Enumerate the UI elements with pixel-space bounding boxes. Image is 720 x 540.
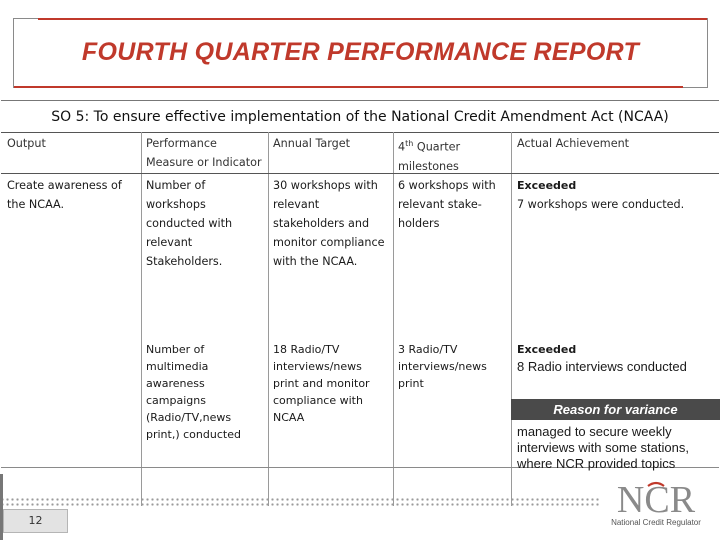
ncr-logo xyxy=(598,478,714,536)
reason-for-variance-label: Reason for variance xyxy=(511,399,720,420)
column-divider xyxy=(511,132,512,506)
status-badge: Exceeded xyxy=(517,179,577,192)
report-title-box xyxy=(13,18,708,88)
decorative-dotted-line xyxy=(0,503,600,506)
header-annual-target: Annual Target xyxy=(273,137,351,150)
row1-measure: Number of workshops conducted with relevant Stakeholders. xyxy=(146,179,233,268)
row1-output: Create awareness of the NCAA. xyxy=(7,179,122,211)
page-number: 12 xyxy=(3,509,68,533)
status-badge: Exceeded xyxy=(517,343,577,356)
strategic-objective-heading: SO 5: To ensure effective implementation of the National Credit Amendment Act (NCAA) xyxy=(51,109,669,125)
row2-achievement: Exceeded 8 Radio interviews conducted xyxy=(517,343,687,374)
logo-mark-text: NCR xyxy=(616,479,696,518)
report-title: FOURTH QUARTER PERFORMANCE REPORT xyxy=(81,38,640,66)
reason-for-variance-text: managed to secure weekly interviews with some stations, where NCR provided topics xyxy=(517,424,689,471)
column-divider xyxy=(393,132,394,506)
header-measure: Performance Measure or Indicator xyxy=(146,137,262,169)
row2-annual-target: 18 Radio/TV interviews/news print and monitor compliance with NCAA xyxy=(273,343,370,424)
table-divider xyxy=(1,132,719,133)
header-milestones: 4th Quarter milestones xyxy=(398,139,461,173)
column-divider xyxy=(141,132,142,506)
title-accent-line xyxy=(14,86,683,88)
row2-measure: Number of multimedia awareness campaigns (Radio/TV,news print,) conducted xyxy=(146,343,241,441)
row2-milestone: 3 Radio/TV interviews/news print xyxy=(398,343,487,390)
header-output: Output xyxy=(7,137,46,150)
column-divider xyxy=(268,132,269,506)
table-divider xyxy=(1,173,719,174)
ncr-logo-mark xyxy=(598,478,714,518)
decorative-dotted-line xyxy=(0,498,600,501)
row1-annual-target: 30 workshops with relevant stakeholders and monitor compliance with the NCAA. xyxy=(273,179,385,268)
title-accent-line xyxy=(38,18,707,20)
header-actual-achievement: Actual Achievement xyxy=(517,137,630,150)
logo-name: National Credit Regulator xyxy=(611,518,701,527)
row1-milestone: 6 workshops with relevant stake- holders xyxy=(398,179,496,230)
row1-achievement: Exceeded 7 workshops were conducted. xyxy=(517,176,684,214)
